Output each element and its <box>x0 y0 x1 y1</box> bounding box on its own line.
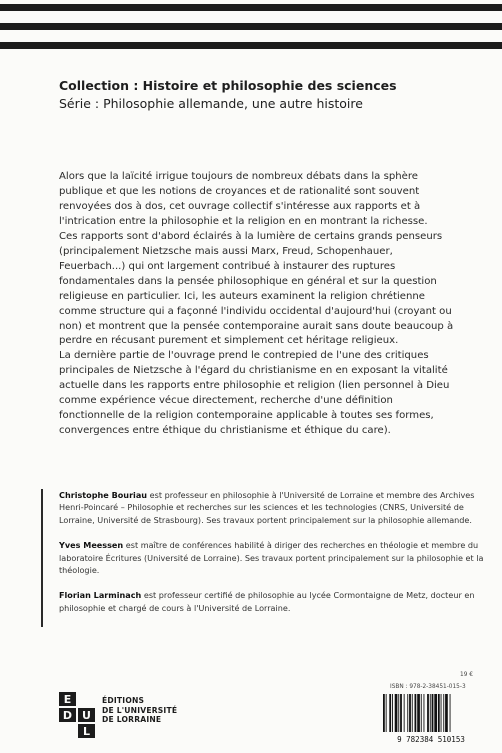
barcode-bar <box>421 694 422 732</box>
barcode-bar <box>398 694 399 732</box>
barcode-bar <box>412 694 413 732</box>
barcode-bar <box>404 694 405 732</box>
logo-letter: U <box>78 708 95 722</box>
barcode-digits: 9 782384 510153 <box>397 735 465 744</box>
barcode-bars <box>383 694 451 732</box>
barcode-bar <box>407 694 408 732</box>
collection-title: Collection : Histoire et philosophie des sciences <box>59 78 397 93</box>
publisher-line: DE LORRAINE <box>102 715 162 725</box>
author-name: Yves Meessen <box>59 540 124 551</box>
stripe <box>0 4 502 11</box>
author-description: est professeur certifié de philosophie au lycée Cormontaigne de Metz, docteur en philosophie et chargé de cours à l'Université de Lorraine. <box>59 590 475 613</box>
barcode-bar <box>445 694 448 732</box>
barcode-bar <box>430 694 431 732</box>
barcode-bar <box>386 694 387 732</box>
author-bios <box>41 489 499 627</box>
barcode-bar <box>438 694 440 732</box>
publisher-logo <box>59 692 95 738</box>
summary-paragraph: Alors que la laïcité irrigue toujours de nombreux débats dans la sphère publique et que les notions de croyances et de rationalité sont souvent renvoyées dos à dos, cet ouvrage collectif s'intéresse aux rapports et à l'intrication entre la philosophie et la religion en en montrant la richesse. <box>59 171 428 227</box>
barcode-bar <box>432 694 434 732</box>
barcode-bar <box>417 694 420 732</box>
logo-blank <box>78 692 95 706</box>
barcode-bar <box>450 694 451 732</box>
stripe <box>0 42 502 49</box>
publisher-name <box>102 696 177 725</box>
barcode-bar <box>400 694 402 732</box>
summary-paragraph: Ces rapports sont d'abord éclairés à la lumière de certains grands penseurs (principalement Nietzsche mais aussi Marx, Freud, Schopenhauer, Feuerbach...) qui ont largement contribué à instaurer des ruptures fondamentales dans la pensée philosophique en général et sur la question religieuse en particulier. Ici, les auteurs examinent la religion chrétienne comme structure qui a façonné l'individu occidental d'aujourd'hui (croyant ou non) et montrent que la pensée contemporaine aurait sans doute beaucoup à perdre en récusant purement et simplement cet héritage religieux. <box>59 230 454 347</box>
barcode-bar <box>415 694 417 732</box>
author-bio <box>59 589 499 614</box>
barcode-bar <box>443 694 444 732</box>
publisher-line: ÉDITIONS <box>102 696 145 705</box>
summary-text <box>59 170 454 439</box>
author-bio <box>59 539 499 576</box>
isbn: ISBN : 978-2-38451-015-3 <box>390 684 466 690</box>
author-description: est professeur en philosophie à l'Université de Lorraine et membre des Archives Henri-Poincaré – Philosophie et recherches sur les sciences et les technologies (CNRS, Université de Lorraine, Université de Strasbourg). Ses travaux portent principalement sur la philosophie allemande. <box>59 490 475 525</box>
logo-letter: L <box>78 724 95 738</box>
logo-letter: E <box>59 692 76 706</box>
price: 19 € <box>460 672 473 678</box>
barcode-bar <box>427 694 429 732</box>
logo-letter: D <box>59 708 76 722</box>
barcode-bar <box>389 694 391 732</box>
stripe <box>0 23 502 30</box>
barcode-bar <box>424 694 425 732</box>
summary-paragraph: La dernière partie de l'ouvrage prend le contrepied de l'une des critiques principales de Nietzsche à l'égard du christianisme en en exposant la vitalité actuelle dans les rapports entre philosophie et religion (lien personnel à Dieu comme expérience vécue directement, recherche d'une définition fonctionnelle de la religion contemporaine applicable à toutes ses formes, convergences entre éthique du christianisme et éthique du care). <box>59 350 450 437</box>
author-name: Florian Larminach <box>59 590 142 601</box>
serie-title: Série : Philosophie allemande, une autre histoire <box>59 96 363 111</box>
author-name: Christophe Bouriau <box>59 490 148 500</box>
publisher-line: DE L'UNIVERSITÉ <box>102 705 178 715</box>
author-bio <box>59 489 499 526</box>
barcode-bar <box>395 694 398 732</box>
logo-blank <box>59 724 76 738</box>
barcode-bar <box>392 694 393 732</box>
barcode-bar <box>441 694 442 732</box>
author-description: est maître de conférences habilité à diriger des recherches en théologie et membre du laboratoire Écritures (Université de Lorraine). Ses travaux portent principalement sur la philosophie et la théologie. <box>59 540 484 576</box>
barcode-bar <box>409 694 411 732</box>
barcode-bar <box>383 694 385 732</box>
barcode-bar <box>434 694 437 732</box>
barcode <box>377 692 485 744</box>
